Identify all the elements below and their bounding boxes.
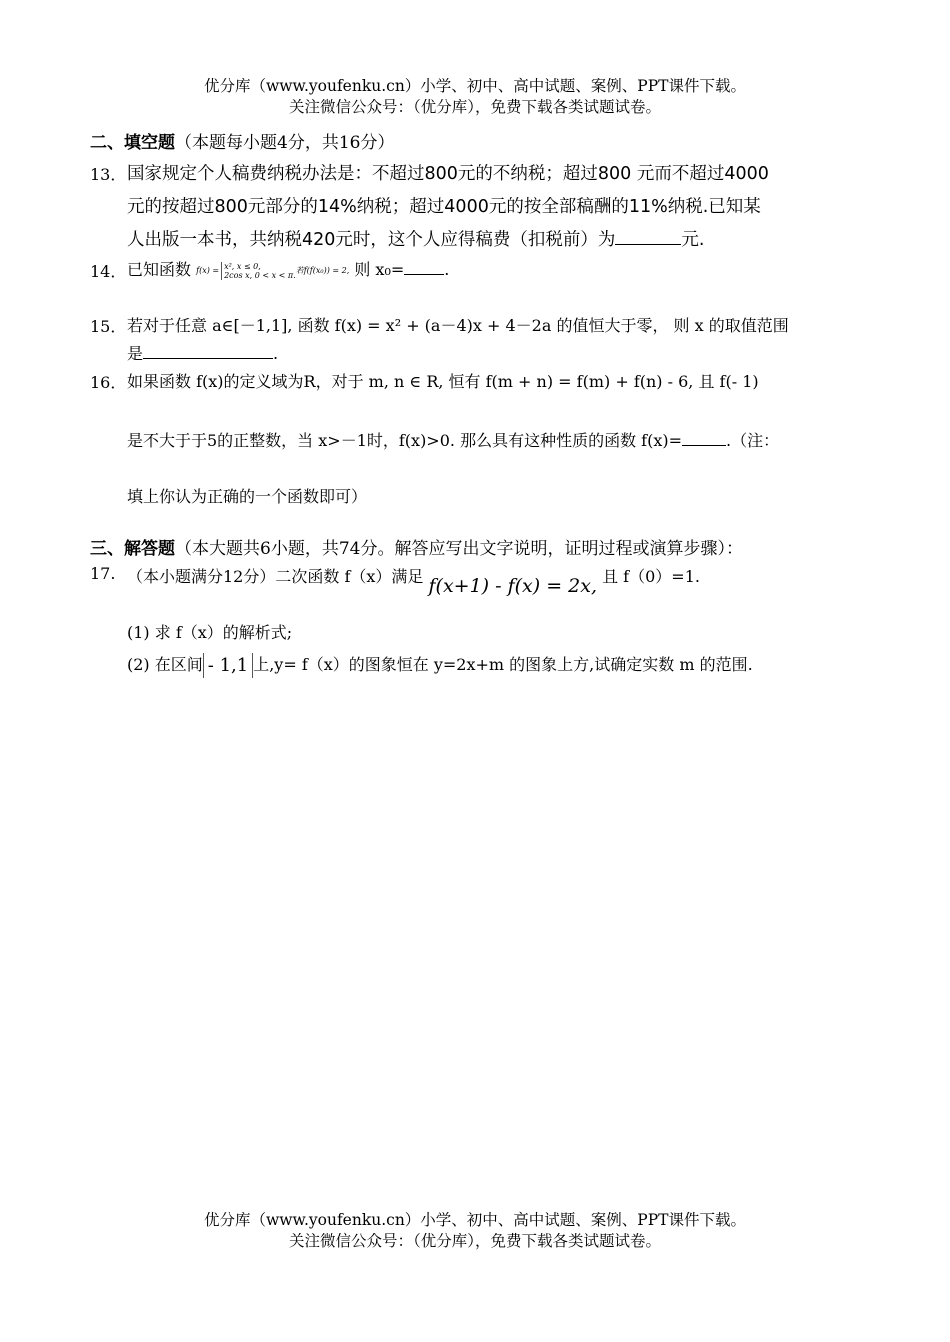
q13-line-1: 国家规定个人稿费纳税办法是：不超过800元的不纳税；超过800 元而不超过4000 (127, 164, 769, 184)
q16-line-3: 填上你认为正确的一个函数即可） (127, 487, 368, 506)
q15-answer-blank[interactable] (143, 342, 273, 359)
q17-lead: （本小题满分12分）二次函数 f（x）满足 (127, 567, 424, 586)
section3-heading (90, 534, 743, 559)
header-line-2: 关注微信公众号：（优分库），免费下载各类试题试卷。 (288, 98, 661, 116)
q13-line-3 (127, 226, 704, 251)
q14-answer-blank[interactable] (404, 258, 444, 275)
q14-condition: 若f(f(x₀)) = 2, (295, 265, 350, 275)
q17-part-1: (1) 求 f（x）的解析式; (127, 623, 293, 642)
header-line-1: 优分库（www.youfenku.cn）小学、初中、高中试题、案例、PPT课件下载。 (203, 77, 747, 95)
q17-line (127, 564, 700, 597)
q13-answer-blank[interactable] (615, 228, 681, 245)
q17-part-2-lead: (2) 在区间 (127, 655, 203, 674)
q17-number: 17. (90, 564, 116, 583)
q14-fx: f(x) = (196, 265, 220, 275)
q16-line-2-end: .（注： (726, 431, 780, 450)
q14-line (127, 257, 449, 280)
page-header (0, 76, 950, 118)
q13-line-3-text: 人出版一本书，共纳税420元时，这个人应得稿费（扣税前）为 (127, 230, 616, 250)
q15-line-2-end: . (273, 344, 279, 363)
q17-formula: f(x+1) - f(x) = 2x, (428, 575, 597, 597)
q15-line-2-text: 是 (127, 344, 144, 363)
q15-number: 15． (90, 317, 127, 336)
q14-number: 14． (90, 262, 127, 281)
q15-line-1: 若对于任意 a∈[－1,1], 函数 f(x) = x² + (a－4)x + 4－2a 的值恒大于零， 则 x 的取值范围 (127, 316, 789, 335)
q17-part-2-tail: 上,y= f（x）的图象恒在 y=2x+m 的图象上方,试确定实数 m 的范围. (253, 655, 753, 674)
q13-number: 13． (90, 165, 127, 184)
q17-part-2 (127, 652, 753, 678)
q16-line-2-text: 是不大于于5的正整数，当 x>－1时，f(x)>0. 那么具有这种性质的函数 f(x)= (127, 431, 682, 450)
q17-interval: - 1,1 (203, 653, 253, 678)
q16-line-2 (127, 428, 779, 451)
section2-heading (90, 128, 394, 153)
q14-case-1: x², x ≤ 0, (224, 261, 261, 271)
footer-line-2: 关注微信公众号：（优分库），免费下载各类试题试卷。 (288, 1232, 661, 1250)
q14-tail: 则 x₀= (354, 260, 405, 279)
q16-number: 16． (90, 373, 127, 392)
q14-piecewise (221, 262, 296, 280)
section3-title: 三、解答题 (90, 539, 175, 559)
q13-line-2: 元的按超过800元部分的14%纳税；超过4000元的按全部稿酬的11%纳税.已知某 (127, 197, 761, 217)
q14-case-2: 2cos x, 0 < x < π. (224, 270, 296, 280)
q14-lead: 已知函数 (127, 260, 192, 279)
section2-note: （本题每小题4分，共16分） (175, 133, 395, 153)
q16-line-1: 如果函数 f(x)的定义域为R，对于 m, n ∈ R, 恒有 f(m + n) = f(m) + f(n) - 6, 且 f(- 1) (127, 372, 759, 391)
section3-note: （本大题共6小题，共74分。解答应写出文字说明，证明过程或演算步骤）： (175, 539, 743, 559)
q13-line-3-end: 元. (681, 230, 705, 250)
q14-end: . (444, 260, 450, 279)
q17-tail: 且 f（0）=1. (602, 567, 700, 586)
q15-line-2 (127, 341, 278, 364)
footer-line-1: 优分库（www.youfenku.cn）小学、初中、高中试题、案例、PPT课件下载。 (203, 1211, 747, 1229)
page-footer (0, 1210, 950, 1252)
section2-title: 二、填空题 (90, 133, 175, 153)
q16-answer-blank[interactable] (682, 429, 726, 446)
